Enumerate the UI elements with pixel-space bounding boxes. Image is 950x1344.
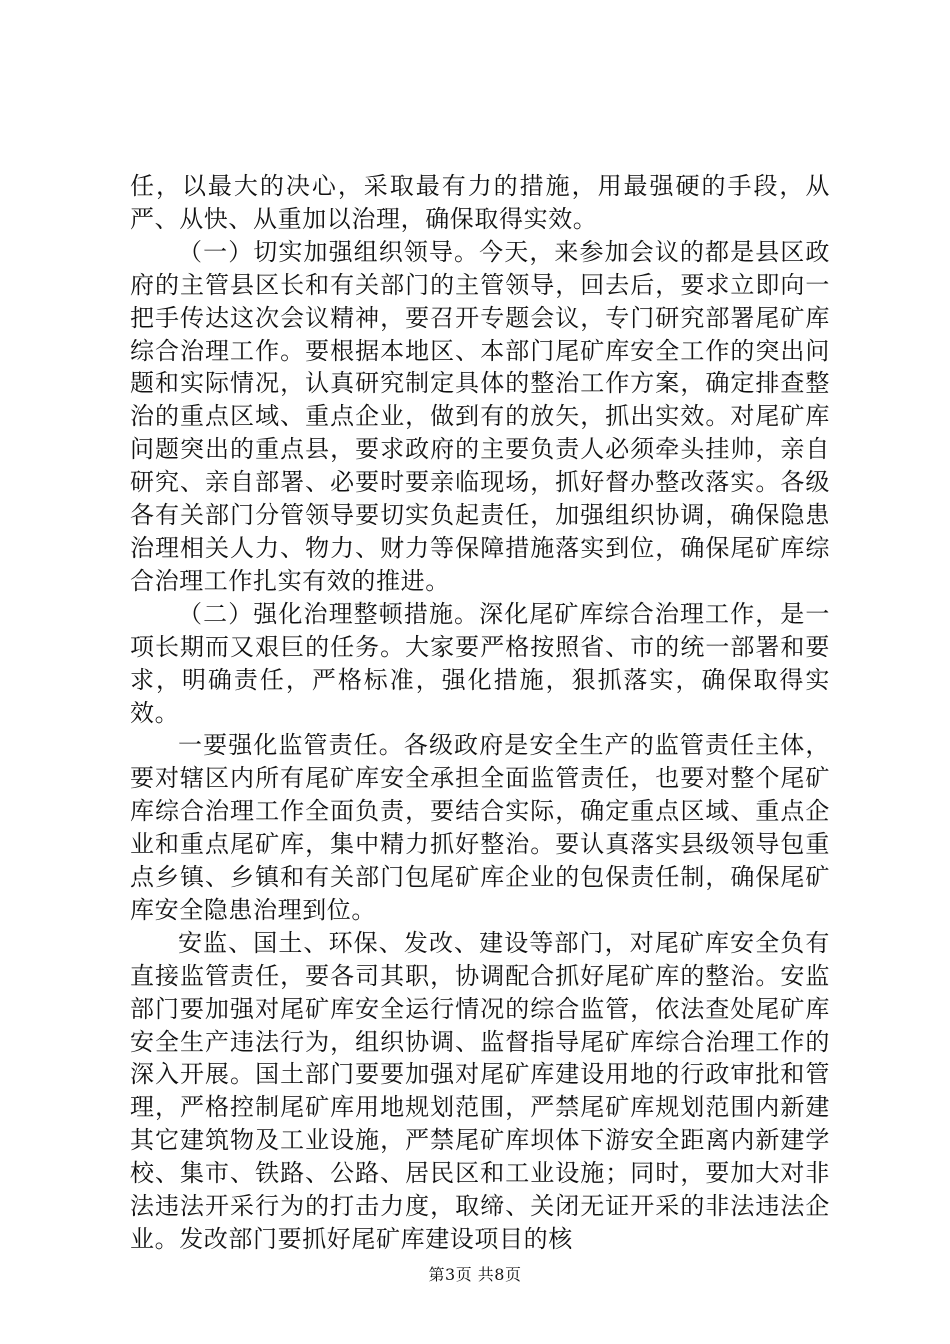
document-body	[130, 170, 830, 1256]
paragraph-governance-measures: （二）强化治理整顿措施。深化尾矿库综合治理工作，是一项长期而又艰巨的任务。大家要严格按照省、市的统一部署和要求，明确责任，严格标准，强化措施，狠抓落实，确保取得实效。	[130, 599, 830, 727]
page-number-footer: 第3页 共8页	[428, 1265, 522, 1284]
paragraph-department-duties: 安监、国土、环保、发改、建设等部门，对尾矿库安全负有直接监管责任，要各司其职，协调配合抓好尾矿库的整治。安监部门要加强对尾矿库安全运行情况的综合监管，依法查处尾矿库安全生产违法行为，组织协调、监督指导尾矿库综合治理工作的深入开展。国土部门要要加强对尾矿库建设用地的行政审批和管理，严格控制尾矿库用地规划范围，严禁尾矿库规划范围内新建其它建筑物及工业设施，严禁尾矿库坝体下游安全距离内新建学校、集市、铁路、公路、居民区和工业设施；同时，要加大对非法违法开采行为的打击力度，取缔、关闭无证开采的非法违法企业。发改部门要抓好尾矿库建设项目的核	[130, 928, 830, 1253]
paragraph-supervision-responsibility: 一要强化监管责任。各级政府是安全生产的监管责任主体，要对辖区内所有尾矿库安全承担全面监管责任，也要对整个尾矿库综合治理工作全面负责，要结合实际，确定重点区域、重点企业和重点尾矿库，集中精力抓好整治。要认真落实县级领导包重点乡镇、乡镇和有关部门包尾矿库企业的包保责任制，确保尾矿库安全隐患治理到位。	[130, 731, 830, 924]
paragraph-continuation: 任，以最大的决心，采取最有力的措施，用最强硬的手段，从严、从快、从重加以治理，确保取得实效。	[130, 172, 830, 233]
paragraph-organization-leadership: （一）切实加强组织领导。今天，来参加会议的都是县区政府的主管县区长和有关部门的主管领导，回去后，要求立即向一把手传达这次会议精神，要召开专题会议，专门研究部署尾矿库综合治理工作。要根据本地区、本部门尾矿库安全工作的突出问题和实际情况，认真研究制定具体的整治工作方案，确定排查整治的重点区域、重点企业，做到有的放矢，抓出实效。对尾矿库问题突出的重点县，要求政府的主要负责人必须牵头挂帅，亲自研究、亲自部署、必要时要亲临现场，抓好督办整改落实。各级各有关部门分管领导要切实负起责任，加强组织协调，确保隐患治理相关人力、物力、财力等保障措施落实到位，确保尾矿库综合治理工作扎实有效的推进。	[130, 237, 830, 595]
